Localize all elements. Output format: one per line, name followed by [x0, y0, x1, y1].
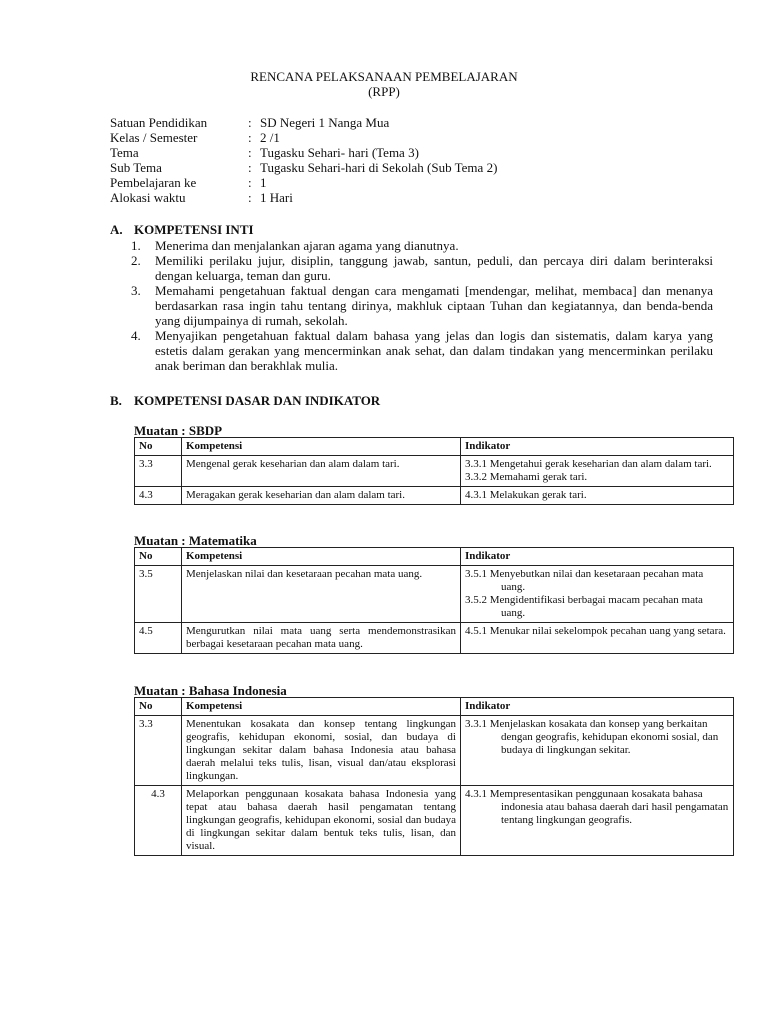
cell-kompetensi: Mengenal gerak keseharian dan alam dalam tari.	[182, 456, 461, 487]
identity-colon: :	[248, 130, 252, 145]
indikator-line: 3.3.1 Menjelaskan kosakata dan konsep yang berkaitan dengan geografis, kehidupan ekonomi sosial, dan budaya di lingkungan sekitar.	[465, 718, 719, 756]
cell-indikator	[461, 487, 734, 505]
section-heading-kompetensi-dasar	[110, 393, 380, 408]
muatan-heading-matematika: Muatan : Matematika	[134, 533, 257, 548]
indikator-line: 4.3.1 Melakukan gerak tari.	[465, 489, 587, 501]
cell-indikator	[461, 623, 734, 654]
identity-label: Kelas / Semester	[110, 130, 198, 145]
cell-indikator	[461, 566, 734, 623]
identity-value: 1 Hari	[260, 190, 293, 205]
table-header-row	[135, 698, 734, 716]
identity-colon: :	[248, 160, 252, 175]
cell-indikator	[461, 456, 734, 487]
section-letter: A.	[110, 222, 123, 237]
cell-indikator	[461, 716, 734, 786]
identity-label: Pembelajaran ke	[110, 175, 197, 190]
indikator-line: 3.3.1 Mengetahui gerak keseharian dan alam dalam tari.	[465, 458, 712, 470]
column-header-indikator: Indikator	[461, 438, 734, 456]
list-item	[131, 253, 713, 283]
table-header-row	[135, 438, 734, 456]
cell-no: 3.3	[135, 456, 182, 487]
item-number: 1.	[131, 238, 141, 253]
cell-kompetensi: Mengurutkan nilai mata uang serta mendemonstrasikan berbagai kesetaraan pecahan mata uang.	[182, 623, 461, 654]
cell-kompetensi: Melaporkan penggunaan kosakata bahasa Indonesia yang tepat atau bahasa daerah hasil pengamatan tentang lingkungan geografis, kehidupan ekonomi, sosial dan budaya di lingkungan sekitar dalam bentuk teks tulis, lisan, dan visual.	[182, 786, 461, 856]
item-number: 3.	[131, 283, 141, 298]
identity-value: 1	[260, 175, 267, 190]
document-title: RENCANA PELAKSANAAN PEMBELAJARAN	[250, 69, 518, 84]
column-header-kompetensi: Kompetensi	[182, 698, 461, 716]
identity-value: Tugasku Sehari- hari (Tema 3)	[260, 145, 419, 160]
table-header-row	[135, 548, 734, 566]
identity-colon: :	[248, 115, 252, 130]
column-header-kompetensi: Kompetensi	[182, 548, 461, 566]
identity-row	[110, 115, 497, 130]
identity-colon: :	[248, 190, 252, 205]
list-item	[131, 328, 713, 373]
cell-kompetensi: Menentukan kosakata dan konsep tentang lingkungan geografis, kehidupan ekonomi, sosial, dan budaya di lingkungan sekitar dalam bahasa Indonesia atau bahasa daerah melalui teks tulis, lisan, visual dan/atau eksplorasi lingkungan.	[182, 716, 461, 786]
table-row	[135, 786, 734, 856]
cell-kompetensi: Meragakan gerak keseharian dan alam dalam tari.	[182, 487, 461, 505]
table-row	[135, 566, 734, 623]
identity-row	[110, 190, 497, 205]
list-item	[131, 238, 713, 253]
indikator-line: 3.5.2 Mengidentifikasi berbagai macam pecahan mata uang.	[465, 594, 703, 619]
identity-value: Tugasku Sehari-hari di Sekolah (Sub Tema 2)	[260, 160, 498, 175]
item-text: Memiliki perilaku jujur, disiplin, tanggung jawab, santun, peduli, dan percaya diri dalam berinteraksi dengan keluarga, teman dan guru.	[155, 253, 713, 283]
identity-label: Alokasi waktu	[110, 190, 186, 205]
identity-block	[110, 115, 497, 205]
section-letter: B.	[110, 393, 122, 408]
column-header-no: No	[135, 438, 182, 456]
identity-row	[110, 130, 497, 145]
table-matematika	[134, 547, 734, 654]
cell-no: 4.5	[135, 623, 182, 654]
identity-label: Sub Tema	[110, 160, 162, 175]
section-heading-kompetensi-inti	[110, 222, 254, 237]
indikator-line: 3.5.1 Menyebutkan nilai dan kesetaraan pecahan mata uang.	[465, 568, 704, 593]
identity-row	[110, 145, 497, 160]
table-sbdp	[134, 437, 734, 505]
column-header-indikator: Indikator	[461, 698, 734, 716]
cell-no: 4.3	[135, 487, 182, 505]
table-row	[135, 456, 734, 487]
identity-row	[110, 175, 497, 190]
indikator-line: 3.3.2 Memahami gerak tari.	[465, 471, 588, 483]
table-row	[135, 716, 734, 786]
cell-no: 4.3	[135, 786, 182, 856]
column-header-kompetensi: Kompetensi	[182, 438, 461, 456]
identity-value: 2 /1	[260, 130, 280, 145]
column-header-no: No	[135, 548, 182, 566]
item-number: 4.	[131, 328, 141, 343]
cell-kompetensi: Menjelaskan nilai dan kesetaraan pecahan mata uang.	[182, 566, 461, 623]
identity-label: Tema	[110, 145, 139, 160]
identity-colon: :	[248, 145, 252, 160]
muatan-heading-sbdp: Muatan : SBDP	[134, 423, 223, 438]
cell-indikator	[461, 786, 734, 856]
column-header-indikator: Indikator	[461, 548, 734, 566]
list-item	[131, 283, 713, 328]
cell-no: 3.5	[135, 566, 182, 623]
table-row	[135, 487, 734, 505]
muatan-heading-bahasa-indonesia: Muatan : Bahasa Indonesia	[134, 683, 287, 698]
item-text: Memahami pengetahuan faktual dengan cara mengamati [mendengar, melihat, membaca] dan menanya berdasarkan rasa ingin tahu tentang dirinya, makhluk ciptaan Tuhan dan kegiatannya, dan benda-benda yang dijumpainya di rumah, sekolah.	[155, 283, 713, 328]
kompetensi-inti-list	[131, 238, 713, 373]
section-title: KOMPETENSI INTI	[134, 222, 254, 237]
document-subtitle: (RPP)	[368, 84, 400, 99]
table-row	[135, 623, 734, 654]
identity-label: Satuan Pendidikan	[110, 115, 208, 130]
identity-colon: :	[248, 175, 252, 190]
identity-value: SD Negeri 1 Nanga Mua	[260, 115, 390, 130]
identity-row	[110, 160, 497, 175]
item-number: 2.	[131, 253, 141, 268]
cell-no: 3.3	[135, 716, 182, 786]
column-header-no: No	[135, 698, 182, 716]
indikator-line: 4.5.1 Menukar nilai sekelompok pecahan uang yang setara.	[465, 625, 726, 637]
item-text: Menyajikan pengetahuan faktual dalam bahasa yang jelas dan logis dan sistematis, dalam karya yang estetis dalam gerakan yang mencerminkan anak sehat, dan dalam tindakan yang mencerminkan perilaku anak beriman dan berakhlak mulia.	[155, 328, 713, 373]
indikator-line: 4.3.1 Mempresentasikan penggunaan kosakata bahasa indonesia atau bahasa daerah dari hasil pengamatan tentang lingkungan geografis.	[465, 788, 729, 826]
item-text: Menerima dan menjalankan ajaran agama yang dianutnya.	[155, 238, 459, 253]
table-bahasa-indonesia	[134, 697, 734, 856]
section-title: KOMPETENSI DASAR DAN INDIKATOR	[134, 393, 381, 408]
